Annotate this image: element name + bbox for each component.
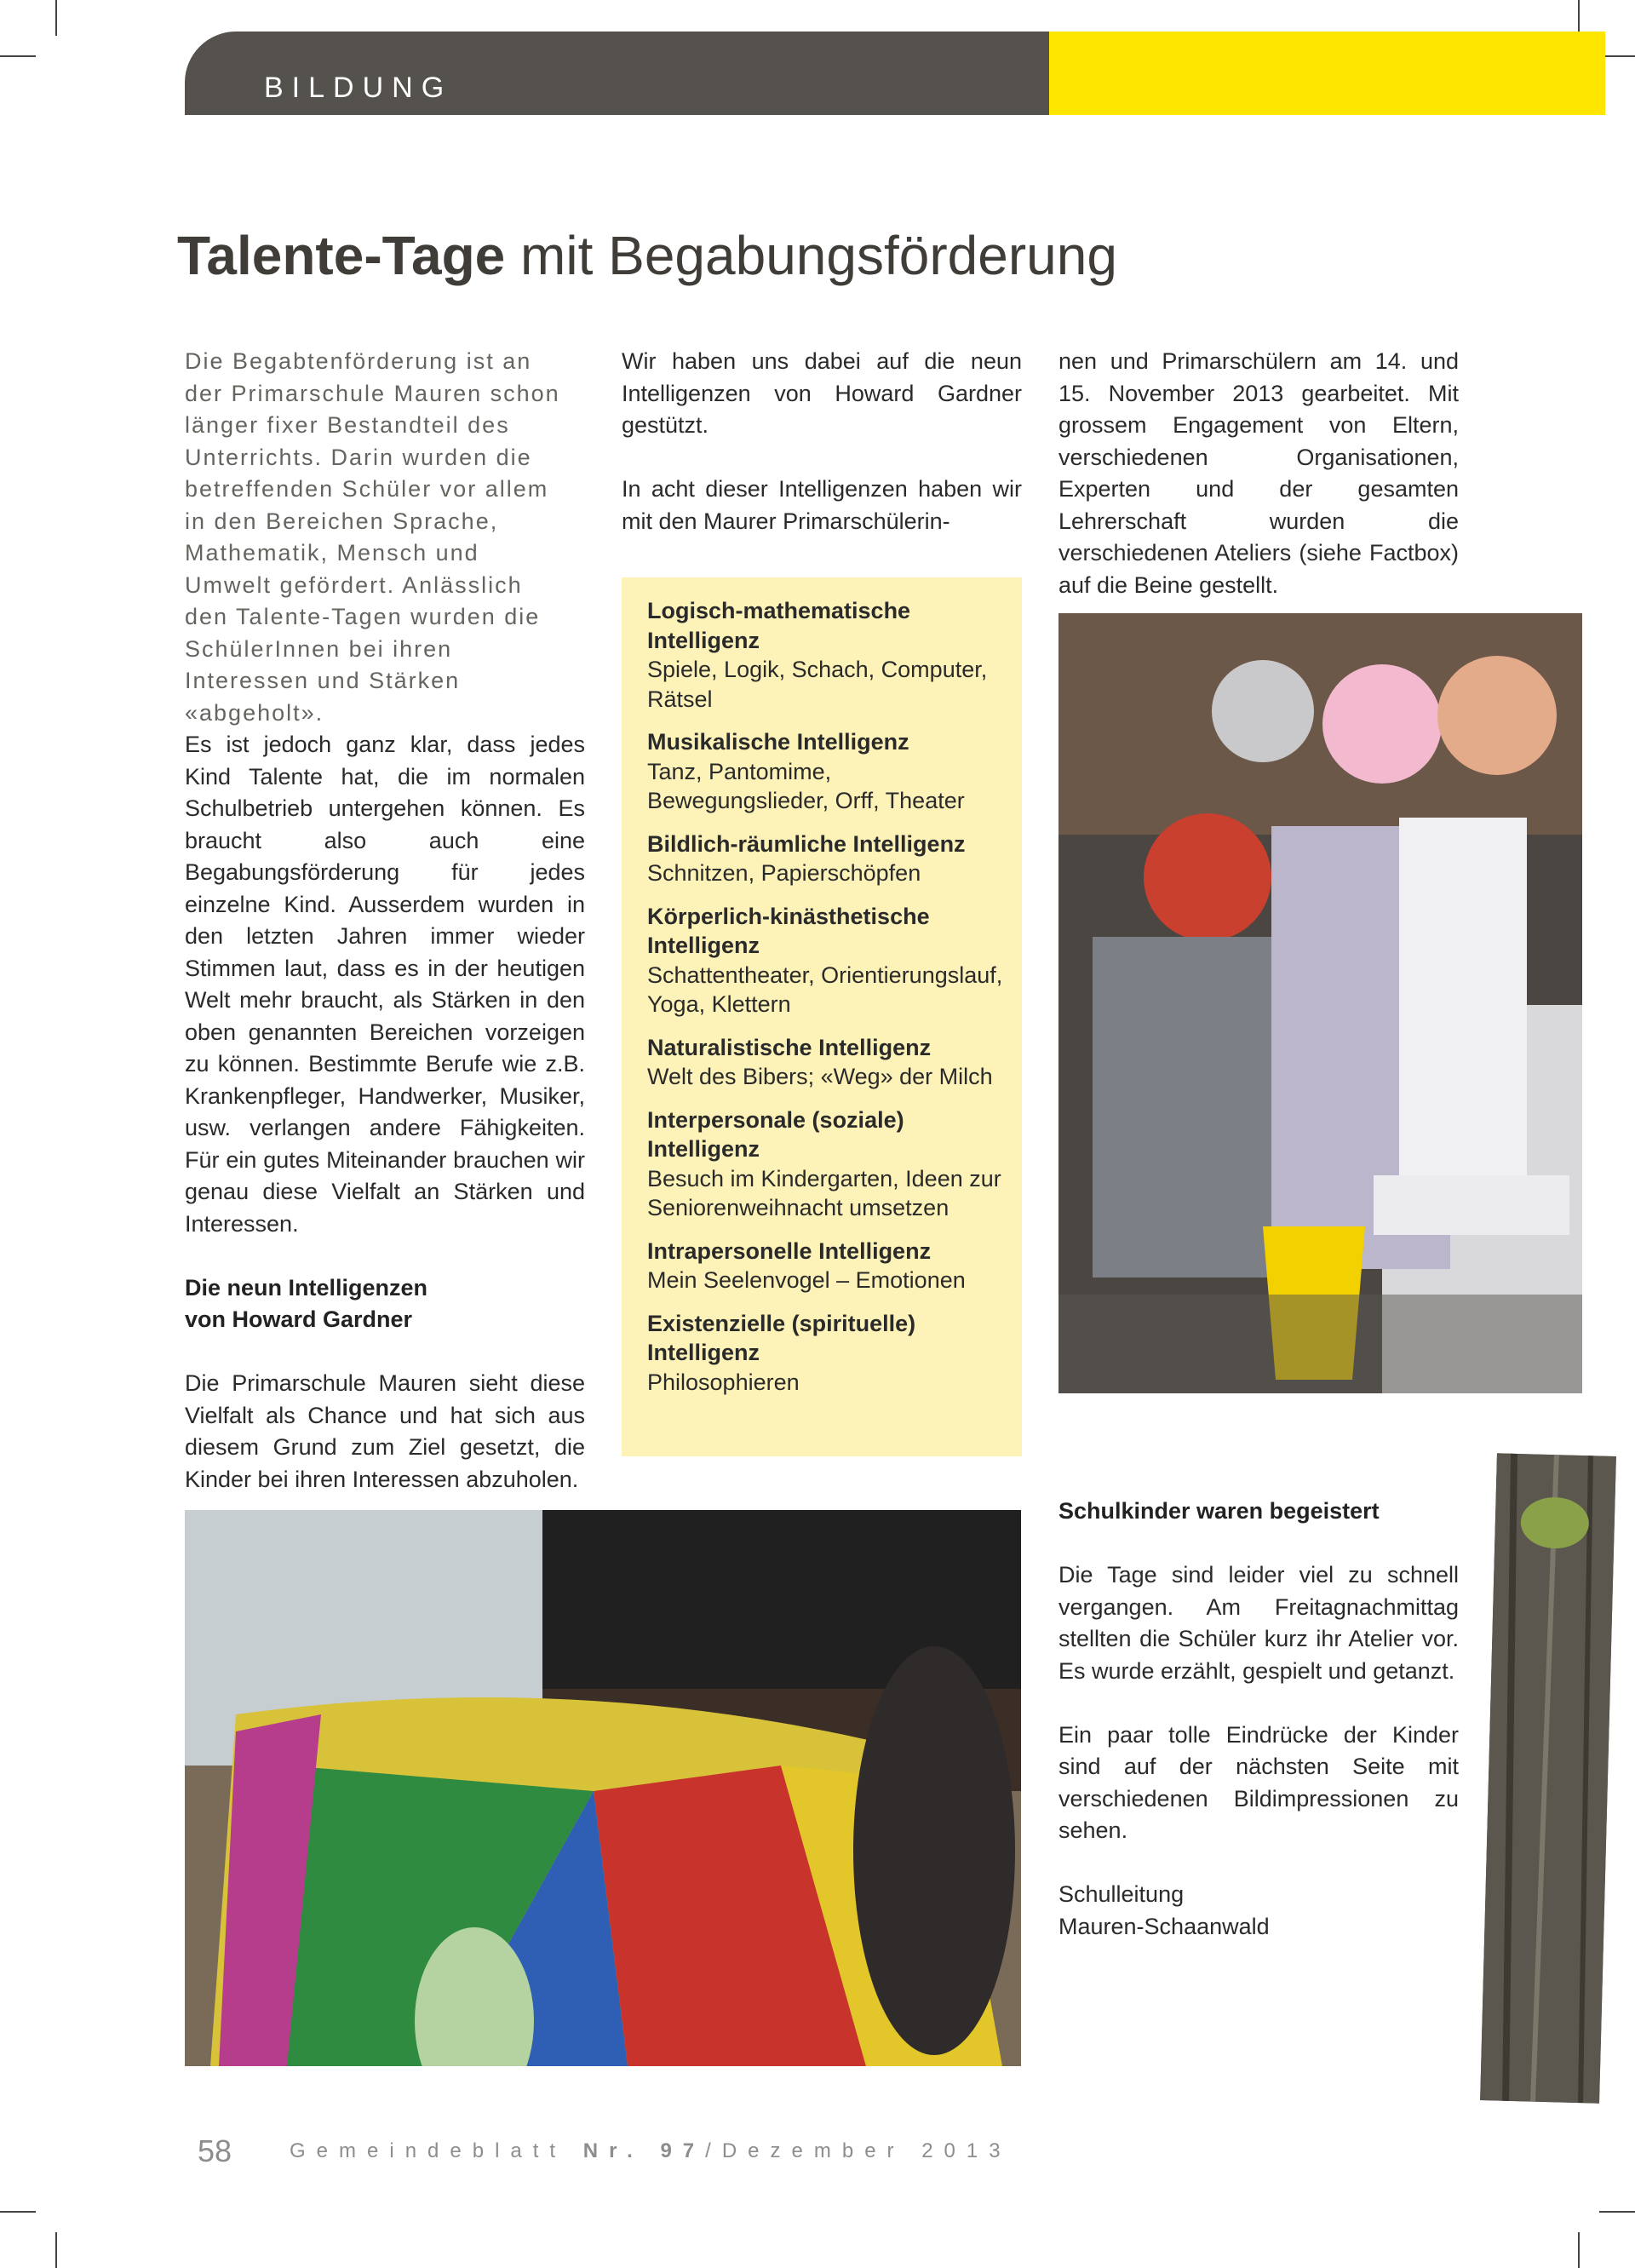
signature xyxy=(1058,1879,1459,1943)
issue-label: Nr. 97 xyxy=(582,2139,706,2162)
section-header-accent xyxy=(1049,32,1605,115)
column-2-continued xyxy=(622,474,1022,538)
section-label: BILDUNG xyxy=(264,72,453,104)
factbox-item xyxy=(647,830,1005,888)
factbox-body: Welt des Bibers; «Weg» der Milch xyxy=(647,1064,993,1089)
factbox-body: Mein Seelenvogel – Emotionen xyxy=(647,1267,966,1293)
body-paragraph-start: In acht dieser Intelligenzen haben wir mit den Maurer Primarschülerin- xyxy=(622,476,1022,534)
factbox-list xyxy=(647,596,1005,1410)
footer-publication: Gemeindeblatt Nr. 97/Dezember 2013 xyxy=(290,2139,1012,2162)
crop-mark xyxy=(55,0,57,36)
photo-microscope-illustration xyxy=(1058,613,1582,1393)
factbox-item xyxy=(647,1105,1005,1223)
article-title xyxy=(177,224,1117,287)
issue-date: Dezember 2013 xyxy=(721,2139,1012,2162)
column-3-lower xyxy=(1058,1496,1459,1975)
body-paragraph: Die Tage sind leider viel zu schnell vergangen. Am Freitagnachmittag stellten die Schüler kurz ihr Atelier vor. Es wurde erzählt, gespielt und getanzt. xyxy=(1058,1562,1459,1684)
body-paragraph: Es ist jedoch ganz klar, dass jedes Kind Talente hat, die im normalen Schulbetrieb untergehen können. Es braucht also auch eine Begabungsförderung für jedes einzelne Kind. Ausserdem wurden in den letzten Jahren immer wieder Stimmen laut, dass es in der heutigen Welt mehr braucht, als Stärken in den oben genannten Bereichen vorzeigen zu können. Bestimmte Berufe wie z.B. Krankenpfleger, Handwerker, Musiker, usw. verlangen andere Fähigkeiten. Für ein gutes Miteinander brauchen wir genau diese Vielfalt an Stärken und Interessen. xyxy=(185,732,585,1237)
factbox-body: Philosophieren xyxy=(647,1369,800,1395)
crop-mark xyxy=(1578,0,1580,36)
publication-name: Gemeindeblatt xyxy=(290,2139,567,2162)
factbox-body: Besuch im Kindergarten, Ideen zur Seniorenweihnacht umsetzen xyxy=(647,1165,1001,1220)
factbox-heading: Interpersonale (soziale) Intelligenz xyxy=(647,1106,904,1162)
crop-mark xyxy=(0,55,36,57)
factbox-item xyxy=(647,902,1005,1019)
factbox-item xyxy=(647,727,1005,816)
page-number: 58 xyxy=(198,2133,232,2168)
factbox-body: Schnitzen, Papierschöpfen xyxy=(647,860,921,886)
intro-paragraph xyxy=(185,346,568,761)
crop-mark xyxy=(55,2232,57,2268)
column-2 xyxy=(622,346,1022,474)
photo-parachute-illustration xyxy=(185,1510,1021,2066)
factbox-body: Tanz, Pantomime, Bewegungslieder, Orff, Theater xyxy=(647,758,965,813)
photo-children-parachute xyxy=(185,1510,1021,2066)
subheading-line: Die neun Intelligenzen xyxy=(185,1274,428,1301)
column-1 xyxy=(185,729,585,1528)
body-paragraph: Wir haben uns dabei auf die neun Intelligenzen von Howard Gardner gestützt. xyxy=(622,348,1022,438)
factbox-body: Spiele, Logik, Schach, Computer, Rätsel xyxy=(647,657,988,712)
photo-tree-bark xyxy=(1480,1453,1616,2103)
article-title-rest: mit Begabungsförderung xyxy=(520,225,1117,286)
factbox-item xyxy=(647,1033,1005,1092)
signature-line: Mauren-Schaanwald xyxy=(1058,1913,1270,1939)
factbox-item xyxy=(647,596,1005,714)
factbox-heading: Musikalische Intelligenz xyxy=(647,729,909,755)
factbox-item xyxy=(647,1309,1005,1398)
crop-mark xyxy=(0,2211,36,2213)
body-paragraph: nen und Primarschülern am 14. und 15. November 2013 gearbeitet. Mit grossem Engagement von Eltern, verschiedenen Organisationen, Experten und der gesamten Lehrerschaft wurden die verschiedenen Ateliers (siehe Factbox) auf die Beine gestellt. xyxy=(1058,348,1459,598)
crop-mark xyxy=(1599,2211,1635,2213)
factbox-body: Schattentheater, Orientierungslauf, Yoga, Klettern xyxy=(647,962,1003,1017)
signature-line: Schulleitung xyxy=(1058,1881,1185,1907)
body-paragraph: Die Primarschule Mauren sieht diese Vielfalt als Chance und hat sich aus diesem Grund zum Ziel gesetzt, die Kinder bei ihren Interessen abzuholen. xyxy=(185,1370,585,1492)
subheading xyxy=(185,1272,585,1336)
body-paragraph: Ein paar tolle Eindrücke der Kinder sind auf der nächsten Seite mit verschiedenen Bildimpressionen zu sehen. xyxy=(1058,1721,1459,1843)
photo-tree-illustration xyxy=(1480,1453,1616,2103)
subheading: Schulkinder waren begeistert xyxy=(1058,1498,1380,1524)
factbox-heading: Naturalistische Intelligenz xyxy=(647,1034,932,1060)
factbox xyxy=(622,577,1022,1456)
factbox-heading: Bildlich-räumliche Intelligenz xyxy=(647,830,966,857)
article-title-bold: Talente-Tage xyxy=(177,225,506,286)
factbox-item xyxy=(647,1237,1005,1295)
factbox-heading: Logisch-mathematische Intelligenz xyxy=(647,598,911,653)
factbox-heading: Körperlich-kinästhetische Intelligenz xyxy=(647,903,930,958)
photo-children-microscope xyxy=(1058,613,1582,1393)
factbox-heading: Existenzielle (spirituelle) Intelligenz xyxy=(647,1310,916,1365)
crop-mark xyxy=(1578,2232,1580,2268)
intro-text: Die Begabtenförderung ist an der Primarschule Mauren schon länger fixer Bestandteil des Unterrichts. Darin wurden die betreffenden Schüler vor allem in den Bereichen Sprache, Mathematik, Mensch und Umwelt gefördert. Anlässlich den Talente-Tagen wurden die SchülerInnen bei ihren Interessen und Stärken «abgeholt». xyxy=(185,348,560,726)
column-3 xyxy=(1058,346,1459,634)
factbox-heading: Intrapersonelle Intelligenz xyxy=(647,1237,932,1264)
subheading-line: von Howard Gardner xyxy=(185,1306,413,1332)
